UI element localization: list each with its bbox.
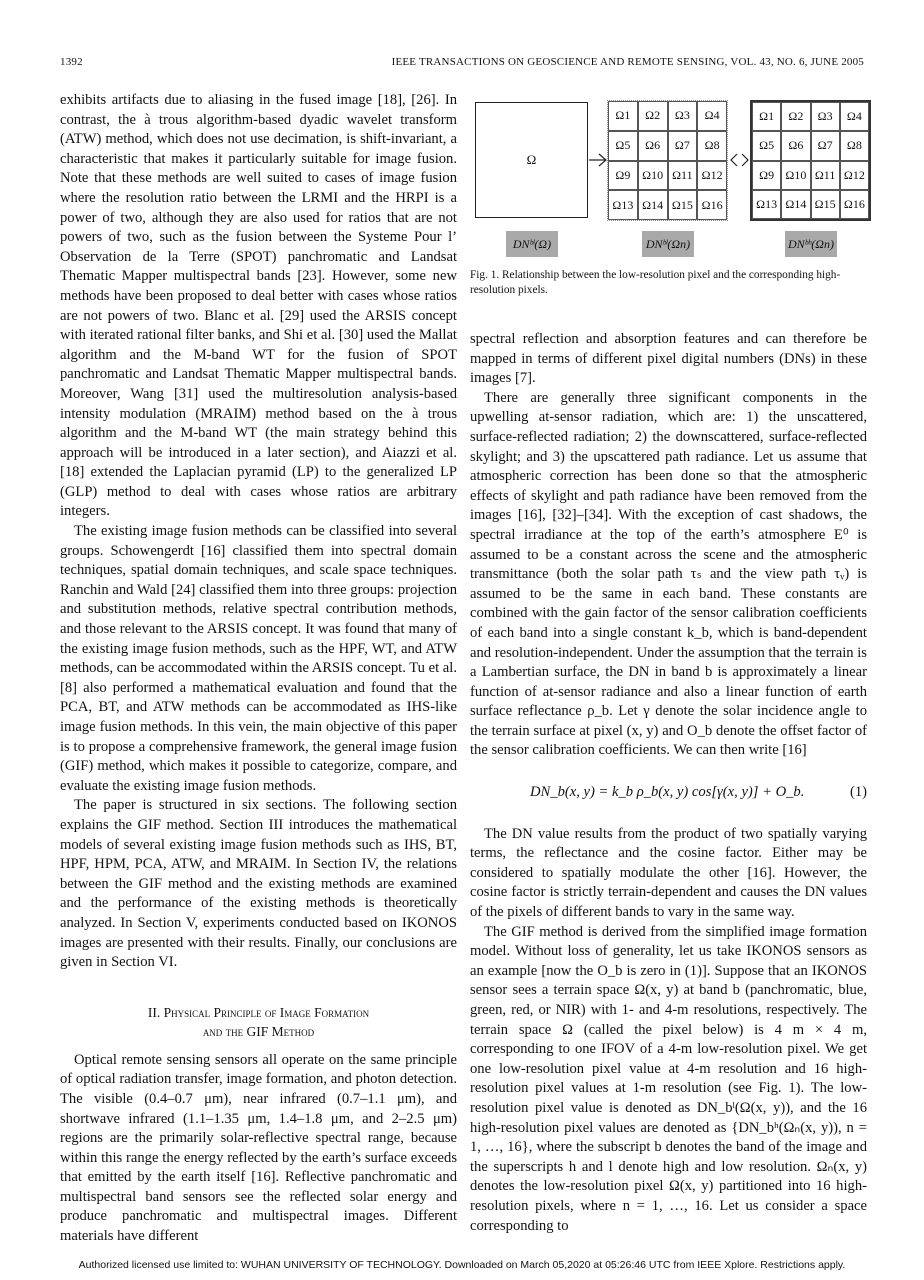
paragraph: There are generally three significant components in the upwelling at-sensor radiation, which are: 1) the unscattered, surface-reflected radiation; 2) the downscattered, surface-reflected skylight; and 3) the upscattered path radiance. Let us assume that atmospheric correction has been done so that the atmospheric effects of skylight and path radiance have been removed from the images [16], [32]–[34]. With the exception of cast shadows, the spectral irradiance at the top of the earth’s atmosphere E⁰ is assumed to be a constant across the scene and the atmospheric transmittance (both the solar path τₛ and the view path τᵥ) is assumed to be the same in each band. These constants are combined with the gain factor of the sensor calibration coefficients of each band into a single constant k_b, which is band-dependent and resolution-independent. Under the assumption that the terrain is a Lambertian surface, the DN in band b is approximately a linear function of at-sensor radiance and also a linear function of earth surface reflectance ρ_b. Let γ denote the solar incidence angle to the terrain surface at pixel (x, y) and O_b denote the offset factor of the sensor calibration coefficients. We can then write [16] (470, 389, 867, 759)
grid-cell: Ω10 (781, 161, 810, 190)
paragraph: spectral reflection and absorption features and can therefore be mapped in terms of different pixel digital numbers (DNs) in these images [7]. (470, 331, 867, 387)
section-heading-line: and the GIF Method (202, 1023, 315, 1039)
omega-label: Ω (526, 152, 537, 167)
double-arrow-icon (730, 152, 749, 168)
grid-cell: Ω8 (697, 131, 727, 161)
grid-cell: Ω6 (638, 131, 668, 161)
grid-cell: Ω9 (752, 161, 781, 190)
figure-label: DNᵇˡ(Ωn) (642, 231, 694, 257)
grid-cell: Ω4 (840, 102, 869, 131)
left-column (60, 91, 457, 1247)
section-heading-line: II. Physical Principle of Image Formation (147, 1004, 370, 1020)
high-res-grid (750, 100, 871, 221)
grid-cell: Ω10 (638, 161, 668, 191)
paragraph: The existing image fusion methods can be classified into several groups. Schowengerdt [16] classified them into spectral domain techniques, spatial domain techniques, and scale space techniques. Ranchin and Wald [24] classified them into three groups: projection and substitution methods, relative spectral contribution methods, and those relevant to the ARSIS concept. It was found that many of the existing image fusion methods, such as the HPF, WT, and ATW methods, can be accommodated within the ARSIS concept. Tu et al. [8] also performed a mathematical evaluation and found that the PCA, BT, and ATW methods can be accommodated as IHS-like image fusion methods. In this vein, the main objective of this paper is to propose a comprehensive framework, the general image fusion (GIF) method, which makes it possible to categorize, compare, and evaluate the existing image fusion methods. (60, 523, 457, 794)
grid-cell: Ω11 (811, 161, 840, 190)
right-column (470, 330, 867, 1236)
grid-cell: Ω1 (608, 101, 638, 131)
equation: DN_b(x, y) = k_b ρ_b(x, y) cos[γ(x, y)] + O_b. (530, 784, 805, 801)
equation-number: (1) (849, 784, 867, 801)
grid-cell: Ω7 (668, 131, 698, 161)
grid-cell: Ω11 (668, 161, 698, 191)
footer-license: Authorized licensed use limited to: WUHAN UNIVERSITY OF TECHNOLOGY. Downloaded on March 05,2020 at 05:26:46 UTC from IEEE Xplore. Restrictions apply. (78, 1259, 846, 1271)
grid-cell: Ω12 (697, 161, 727, 191)
paragraph: Optical remote sensing sensors all operate on the same principle of optical radiation transfer, image formation, and photon detection. The visible (0.4–0.7 μm), near infrared (0.7–1.1 μm), and shortwave infrared (1.1–1.35 μm, 1.4–1.8 μm, and 2–2.5 μm) regions are the primarily solar-reflective spectral range, because within this range the energy reflected by the earth’s surface exceeds that emitted by the earth itself [16]. Reflective panchromatic and multispectral band sensors see the reflected solar energy and produce panchromatic and multispectral images. Different materials have different (60, 1051, 457, 1245)
low-res-pixel (475, 102, 588, 218)
grid-cell: Ω14 (781, 190, 810, 219)
grid-cell: Ω3 (668, 101, 698, 131)
figure-label: DNᵇˡ(Ω) (506, 231, 558, 257)
grid-cell: Ω1 (752, 102, 781, 131)
paragraph: The paper is structured in six sections. The following section explains the GIF method. Section III introduces the mathematical models of several existing image fusion methods such as IHS, BT, HPF, HPM, PCA, ATW, and MRAIM. In Section IV, the relations between the GIF method and the existing methods are examined and the performance of the existing methods is theoretically analyzed. In Section V, experiments conducted based on IKONOS images are presented with their results. Finally, our conclusions are given in Section VI. (60, 797, 457, 971)
figure-caption: Fig. 1. Relationship between the low-resolution pixel and the corresponding high-resolution pixels. (470, 269, 841, 296)
arrow-icon (589, 152, 607, 168)
grid-cell: Ω5 (752, 131, 781, 160)
equation-1 (530, 783, 867, 803)
grid-cell: Ω12 (840, 161, 869, 190)
grid-cell: Ω15 (668, 190, 698, 220)
grid-cell: Ω8 (840, 131, 869, 160)
running-header: IEEE TRANSACTIONS ON GEOSCIENCE AND REMOTE SENSING, VOL. 43, NO. 6, JUNE 2005 (391, 56, 864, 68)
grid-cell: Ω2 (781, 102, 810, 131)
figure-label: DNᵇʰ(Ωn) (785, 231, 837, 257)
grid-cell: Ω6 (781, 131, 810, 160)
grid-cell: Ω14 (638, 190, 668, 220)
grid-cell: Ω15 (811, 190, 840, 219)
low-res-subgrid (607, 100, 728, 221)
paragraph: exhibits artifacts due to aliasing in the fused image [18], [26]. In contrast, the à trous algorithm-based dyadic wavelet transform (ATW) method, which does not use decimation, is shift-invariant, a characteristic that makes it particularly suitable for image fusion. Note that these methods are well suited to cases of image fusion where the resolution ratio between the LRMI and the HRPI is a power of two, although they are also used for ratios that are not powers of two, such as the fusion between the Systeme Pour l’ Observation de la Terre (SPOT) panchromatic and Landsat Thematic Mapper multispectral bands [23]. However, some new methods have been proposed to deal better with cases whose ratios are not powers of two. Blanc et al. [29] used the ARSIS concept with iterated rational filter banks, and Shi et al. [30] used the Mallat algorithm and the M-band WT for the fusion of SPOT panchromatic and Landsat Thematic Mapper multispectral bands. Moreover, Wang [31] used the multiresolution analysis-based intensity modulation (MRAIM) method based on the à trous algorithm and the M-band WT (the main strategy behind this approach will be introduced in a later section), and Aiazzi et al. [18] extended the Laplacian pyramid (LP) to the generalized LP (GLP) method to deal with cases whose ratios are arbitrary integers. (60, 92, 457, 520)
grid-cell: Ω16 (840, 190, 869, 219)
paragraph: The DN value results from the product of two spatially varying terms, the reflectance and the cosine factor. Either may be considered to spatially modulate the other [16]. However, the cosine factor is strictly terrain-dependent and causes the DN values of the pixels of different bands to vary in the same way. (470, 825, 867, 921)
grid-cell: Ω4 (697, 101, 727, 131)
grid-cell: Ω9 (608, 161, 638, 191)
grid-cell: Ω13 (752, 190, 781, 219)
grid-cell: Ω3 (811, 102, 840, 131)
figure-1 (474, 100, 864, 260)
grid-cell: Ω16 (697, 190, 727, 220)
paragraph: The GIF method is derived from the simplified image formation model. Without loss of generality, let us take IKONOS sensors as an example [now the O_b is zero in (1)]. Suppose that an IKONOS sensor sees a terrain space Ω(x, y) at band b (panchromatic, blue, green, red, or NIR) with 1- and 4-m resolutions, respectively. The terrain space Ω (called the pixel below) is 4 m × 4 m, corresponding to one IFOV of a 4-m low-resolution pixel. We get one low-resolution pixel value at 4-m resolution and 16 high-resolution pixel values at 1-m resolution (see Fig. 1). The low-resolution pixel value is denoted as DN_bˡ(Ω(x, y)), and the 16 high-resolution pixel values are denoted as {DN_bʰ(Ωₙ(x, y)), n = 1, …, 16}, where the subscript b denotes the band of the image and the superscripts h and l denote high and low resolution. Ωₙ(x, y) denotes the low-resolution pixel Ω(x, y) partitioned into 16 high-resolution pixels, where n = 1, …, 16. Let us consider a space corresponding to (470, 923, 867, 1234)
grid-cell: Ω7 (811, 131, 840, 160)
grid-cell: Ω13 (608, 190, 638, 220)
grid-cell: Ω2 (638, 101, 668, 131)
grid-cell: Ω5 (608, 131, 638, 161)
page-number: 1392 (60, 56, 83, 68)
section-heading (60, 1003, 457, 1041)
